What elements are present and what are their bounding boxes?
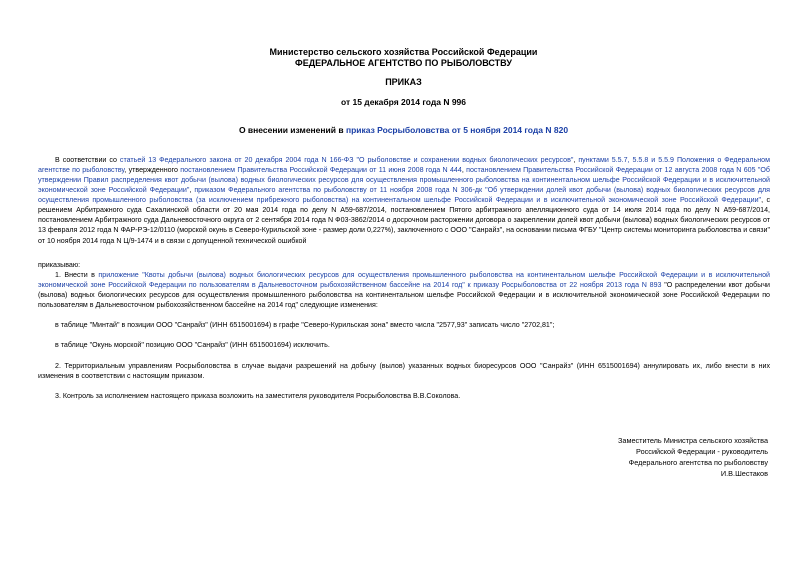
agency-name: ФЕДЕРАЛЬНОЕ АГЕНТСТВО ПО РЫБОЛОВСТВУ	[295, 58, 512, 68]
document-type: ПРИКАЗ	[385, 77, 422, 87]
item-3: 3. Контроль за исполнением настоящего приказа возложить на заместителя руководителя Росрыболовства В.В.Соколова.	[55, 392, 461, 400]
law-link[interactable]: статьей 13 Федерального закона от 20 декабря 2004 года N 166-ФЗ "О рыболовстве и сохранении водных биологических ресурсов"	[119, 156, 574, 164]
signatory-name: И.В.Шестаков	[720, 468, 768, 478]
preamble-paragraph: В соответствии со статьей 13 Федерального закона от 20 декабря 2004 года N 166-ФЗ "О рыболовстве и сохранении водных биологических ресурсов", пунктами 5.5.7, 5.5.8 и 5.5.9 Положения о Федеральном агентстве по рыболовству, утвержденного постановлением Правительства Российской Федерации от 11 июня 2008 года N 444, постановлением Правительства Российской Федерации от 12 августа 2008 года N 605 "Об утверждении Правил распределения квот добычи (вылова) водных биологических ресурсов для осуществления промышленного рыболовства на континентальном шельфе Российской Федерации и в исключительной экономической зоне Российской Федерации", приказом Федерального агентства по рыболовству от 11 ноября 2008 года N 306-дк "Об утверждении долей квот добычи (вылова) водных биологических ресурсов для осуществления промышленного рыболовства (за исключением прибрежного рыболовства) на континентальном шельфе Российской Федерации и в исключительной экономической зоне Российской Федерации", с решением Арбитражного суда Сахалинской области от 20 мая 2014 года по делу N А59-687/2014, постановлением Пятого арбитражного апелляционного суда от 14 июля 2014 года по делу N А59-687/2014, постановлением Арбитражного суда Дальневосточного округа от 2 сентября 2014 года N Ф03-3862/2014 о досрочном расторжении договора о закреплении долей квот добычи (вылова) водных биологических ресурсов от 13 февраля 2012 года N ФАР-РЭ-12/0110 (морской окунь в Северо-Курильской зоне - размер доли 0,227%), заключенного с ООО "Санрайз", на основании письма ФГБУ "Центр системы мониторинга рыболовства и связи" от 10 ноября 2014 года N Ц/9-1474 и в связи с допущенной технической ошибкой	[38, 156, 770, 245]
ministry-name: Министерство сельского хозяйства Российской Федерации	[269, 47, 538, 57]
signature-line: Федерального агентства по рыболовству	[628, 457, 768, 467]
order-306-link[interactable]: приказом Федерального агентства по рыболовству от 11 ноября 2008 года N 306-дк "Об утверждении долей квот добычи (вылова) водных биологических ресурсов для осуществления промышленного рыболовства (за исключением прибрежного рыболовства) на континентальном шельфе Российской Федерации и в исключительной экономической зоне Российской Федерации"	[38, 186, 770, 205]
change-perch: в таблице "Окунь морской" позицию ООО "Санрайз" (ИНН 6515001694) исключить.	[55, 341, 330, 349]
change-pollock: в таблице "Минтай" в позиции ООО "Санрайз" (ИНН 6515001694) в графе "Северо-Курильская зона" вместо числа "2577,93" записать число "2702,81";	[55, 321, 555, 329]
signature-block	[618, 436, 768, 480]
signature-line: Заместитель Министра сельского хозяйства	[617, 436, 768, 445]
regulation-link[interactable]: пунктами 5.5.7, 5.5.8 и 5.5.9 Положения о Федеральном агентстве по рыболовству	[38, 156, 770, 175]
title-link[interactable]: приказ Росрыболовства от 5 ноября 2014 года N 820	[345, 125, 569, 135]
document-title: О внесении изменений в приказ Росрыболовства от 5 ноября 2014 года N 820	[238, 125, 569, 135]
resolution-605-link[interactable]: постановлением Правительства Российской Федерации от 12 августа 2008 года N 605 "Об утверждении Правил распределения квот добычи (вылова) водных биологических ресурсов для осуществления промышленного рыболовства на континентальном шельфе Российской Федерации и в исключительной экономической зоне Российской Федерации"	[38, 166, 770, 195]
item-2: 2. Территориальным управлениям Росрыболовства в случае выдачи разрешений на добычу (вылов) указанных водных биоресурсов ООО "Санрайз" (ИНН 6515001694) аннулировать их, либо внести в них изменения в соответствии с настоящим приказом.	[38, 362, 770, 381]
item-1: 1. Внести в приложение "Квоты добычи (вылова) водных биологических ресурсов для осуществления промышленного рыболовства на континентальном шельфе Российской Федерации и в исключительной экономической зоне Российской Федерации по пользователям в Дальневосточном рыбохозяйственном бассейне на 2014 год" к приказу Росрыболовства от 22 ноября 2013 года N 893 "О распределении квот добычи (вылова) водных биологических ресурсов для осуществления промышленного рыболовства на континентальном шельфе Российской Федерации и в исключительной экономической зоне Российской Федерации по пользователям в Дальневосточном рыбохозяйственном бассейне на 2014 год" следующие изменения:	[38, 271, 770, 310]
order-word: приказываю:	[38, 261, 81, 269]
appendix-link[interactable]: приложение "Квоты добычи (вылова) водных биологических ресурсов для осуществления промышленного рыболовства на континентальном шельфе Российской Федерации и в исключительной экономической зоне Российской Федерации по пользователям в Дальневосточном рыбохозяйственном бассейне на 2014 год" к приказу Росрыболовства от 22 ноября 2013 года N 893	[38, 271, 770, 290]
document-date-number: от 15 декабря 2014 года N 996	[340, 97, 467, 107]
resolution-444-link[interactable]: постановлением Правительства Российской Федерации от 11 июня 2008 года N 444	[180, 166, 462, 175]
signature-line: Российской Федерации - руководитель	[636, 446, 768, 456]
